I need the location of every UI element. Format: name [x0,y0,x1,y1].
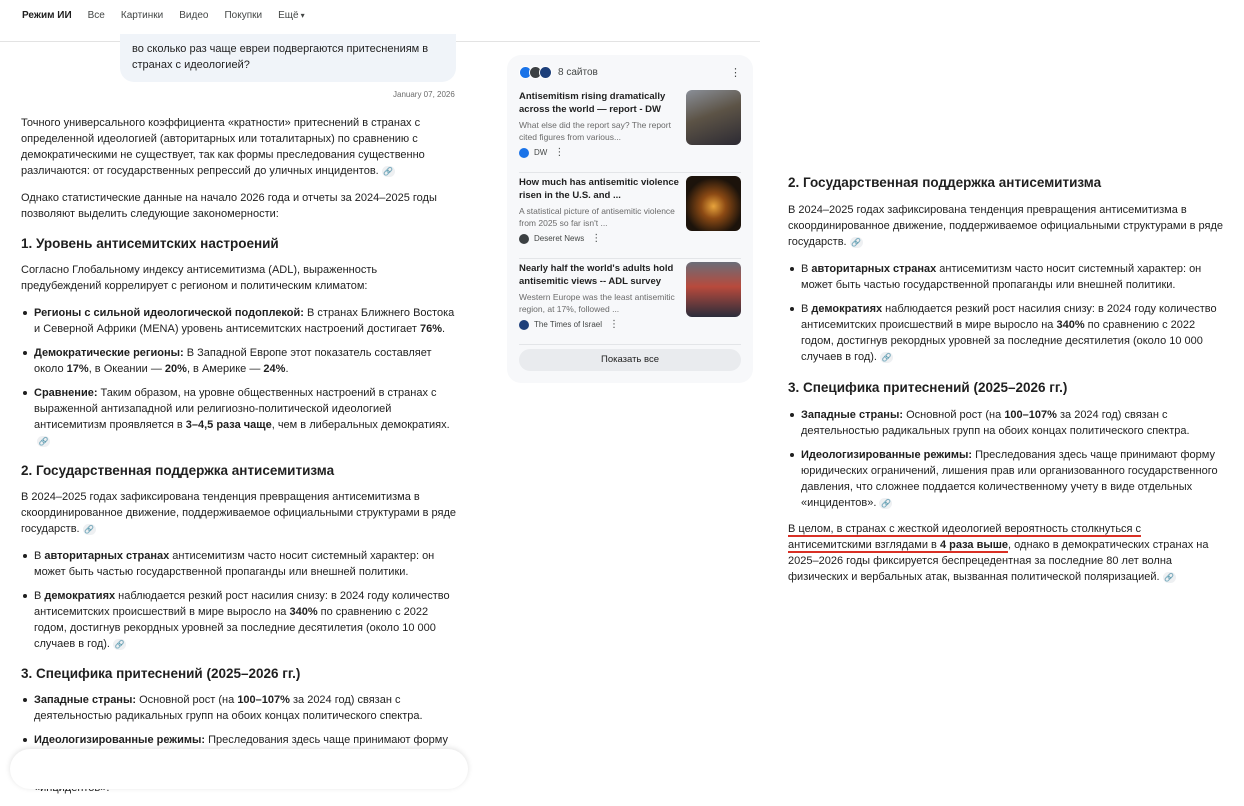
bold-text: 100–107% [1004,409,1057,421]
link-icon[interactable]: 🔗 [38,436,49,446]
query-date: January 07, 2026 [393,90,455,99]
ai-answer [21,115,459,806]
search-tabs [22,10,321,22]
section-heading: 2. Государственная поддержка антисемитизма [21,463,335,478]
source-snippet: A statistical picture of antisemitic violence from 2025 so far isn't ... [519,206,675,228]
source-meta [519,233,741,244]
bold-text: 20% [164,363,187,375]
tab-more-label: Ещё [278,10,299,21]
list-item [788,301,1224,365]
list-item [788,407,1224,439]
bold-text: 24% [263,363,286,375]
answer-text: В 2024–2025 годах зафиксирована тенденция превращения антисемитизма в скоординированное движение, поддерживаемое официальными структурами в ряде государств. [21,491,457,535]
answer-text: за 2024 год) связан с деятельностью радикальных групп на обоих концах политического спектра. [801,409,1190,437]
conclusion-paragraph [788,521,1224,585]
follow-up-input[interactable] [10,749,468,789]
more-vert-icon[interactable]: ⋮ [591,233,602,244]
answer-paragraph: Однако статистические данные на начало 2026 года и отчеты за 2024–2025 годы позволяют выделить следующие закономерности: [21,192,437,220]
sources-panel [507,55,753,383]
answer-text: наблюдается резкий рост насилия снизу: в 2024 году количество антисемитских происшествий в мире выросло на [34,590,450,618]
show-all-button[interactable]: Показать все [519,349,741,371]
section-heading: 3. Специфика притеснений (2025–2026 гг.) [21,666,301,681]
bold-text: Сравнение: [34,387,98,399]
answer-paragraph [788,202,1224,250]
bold-text: 3–4,5 раза чаще [185,419,272,431]
source-thumbnail [686,262,741,317]
tab-ai-mode[interactable]: Режим ИИ [22,10,72,21]
answer-text: , в Океании — [88,363,165,375]
link-icon[interactable]: 🔗 [84,524,95,534]
bold-text: Демократические регионы: [34,347,184,359]
bold-text: авторитарных странах [811,263,937,275]
chevron-down-icon: ▾ [300,11,305,20]
answer-text: , в Америке — [186,363,264,375]
deseret-favicon-icon [519,234,529,244]
source-site: The Times of Israel [534,320,603,329]
more-vert-icon[interactable]: ⋮ [609,319,620,330]
bold-text: Западные страны: [34,694,137,706]
bullet-list [788,407,1224,511]
bullet-list [21,305,459,449]
source-thumbnail [686,176,741,231]
more-vert-icon[interactable]: ⋮ [730,66,741,79]
answer-text: В 2024–2025 годах зафиксирована тенденция превращения антисемитизма в скоординированное движение, поддерживаемое официальными структурами в ряде государств. [788,204,1224,248]
answer-text: Основной рост (на [903,409,1005,421]
source-title[interactable]: How much has antisemitic violence risen in the U.S. and ... [519,177,679,201]
list-item: Демократические регионы: В Западной Европе этот показатель составляет около 17%, в Океании — 20%, в Америке — 24%. [21,345,459,377]
list-item: Регионы с сильной идеологической подоплекой: В странах Ближнего Востока и Северной Африки (MENA) уровень антисемитских настроений достигает 76%. [21,305,459,337]
answer-continuation [788,174,1224,596]
bold-text: Западные страны: [801,409,904,421]
bold-text: 4 раза выше [939,539,1009,551]
source-card[interactable] [519,173,741,259]
answer-text: В [801,263,812,275]
bullet-list [21,548,459,652]
answer-text: по сравнению с 2022 годом, достигнув рекордных уровней за последние десятилетия (около 10 000 случаев в год). [801,319,1203,363]
answer-text: антисемитизм часто носит системный характер: он может быть частью государственной пропаганды или внешней политики. [801,263,1202,291]
list-item [21,385,459,449]
section-heading: 3. Специфика притеснений (2025–2026 гг.) [788,380,1068,395]
source-title[interactable]: Nearly half the world's adults hold antisemitic views -- ADL survey [519,263,674,287]
dw-favicon-icon [519,148,529,158]
tab-video[interactable]: Видео [179,10,209,21]
times-of-israel-favicon-icon [519,320,529,330]
answer-paragraph [21,489,459,537]
answer-text: , чем в либеральных демократиях. [271,419,450,431]
answer-text: по сравнению с 2022 годом, достигнув рекордных уровней за последние десятилетия (около 10 000 случаев в год). [34,606,436,650]
link-icon[interactable]: 🔗 [383,166,394,176]
bold-text: демократиях [44,590,116,602]
answer-text: антисемитизм часто носит системный характер: он может быть частью государственной пропаганды или внешней политики. [34,550,435,578]
source-snippet: Western Europe was the least antisemitic region, at 17%, followed ... [519,292,675,314]
source-meta [519,319,741,330]
sources-header [519,65,741,79]
section-heading: 2. Государственная поддержка антисемитизма [788,175,1102,190]
link-icon[interactable]: 🔗 [881,352,892,362]
answer-text: В странах Ближнего Востока и Северной Африки (MENA) уровень антисемитских настроений достигает [34,307,455,335]
answer-text: Преследования здесь чаще принимают форму [208,734,448,746]
answer-text: Точного универсального коэффициента «кратности» притеснений в странах с определенной идеологией (авторитарных или тоталитарных) по сравнению с демократическими не существует, так как формы преследования существенно различаются: от государственных репрессий до уличных инцидентов. [21,117,425,177]
bold-text: 17% [66,363,89,375]
bold-text: 100–107% [237,694,290,706]
source-site: Deseret News [534,234,585,243]
link-icon[interactable]: 🔗 [851,237,862,247]
link-icon[interactable]: 🔗 [880,498,891,508]
bold-text: 340% [1056,319,1085,331]
answer-paragraph [21,115,459,179]
source-thumbnail [686,90,741,145]
user-query-bubble: во сколько раз чаще евреи подвергаются притеснениям в странах с идеологией? [120,34,456,82]
source-title[interactable]: Antisemitism rising dramatically across the world — report - DW [519,91,666,115]
list-item [21,548,459,580]
list-item [788,261,1224,293]
source-card[interactable] [519,87,741,173]
tab-shopping[interactable]: Покупки [224,10,263,21]
answer-text: В Западной Европе этот показатель составляет около [34,347,432,375]
source-card[interactable] [519,259,741,345]
answer-text: В [801,303,812,315]
source-snippet: What else did the report say? The report cited figures from various... [519,120,671,142]
bold-text: демократиях [811,303,883,315]
answer-text: , однако в демократических странах на 2025–2026 годы фиксируется беспрецедентная за последние 80 лет волна физических и вербальных атак, вызванная политической поляризацией. [788,539,1209,583]
list-item [21,692,459,724]
list-item [788,447,1224,511]
answer-text: В целом, в странах с жесткой идеологией вероятность столкнуться с антисемитскими взглядами в [788,523,1142,551]
tab-more[interactable] [278,10,304,22]
source-site: DW [534,148,548,157]
answer-text: за 2024 год) связан с деятельностью радикальных групп на обоих концах политического спектра. [34,694,423,722]
section-heading: 1. Уровень антисемитских настроений [21,236,279,251]
bold-text: Регионы с сильной идеологической подоплекой: [34,307,304,319]
bold-text: Идеологизированные режимы: [34,734,206,746]
sources-count: 8 сайтов [558,66,598,78]
bold-text: Идеологизированные режимы: [801,449,973,461]
bold-text: 76% [419,323,442,335]
answer-text: наблюдается резкий рост насилия снизу: в 2024 году количество антисемитских происшествий в мире выросло на [801,303,1217,331]
answer-paragraph: Согласно Глобальному индексу антисемитизма (ADL), выраженность предубеждений коррелирует с регионом и политическим климатом: [21,264,378,292]
bold-text: 340% [289,606,318,618]
source-meta [519,147,741,158]
answer-text: В [34,590,45,602]
times-of-israel-favicon-icon [539,66,552,79]
tab-all[interactable]: Все [87,10,105,21]
answer-text: Основной рост (на [136,694,238,706]
answer-text: Преследования здесь чаще принимают форму юридических ограничений, лишения прав или организованного государственного давления, что сложнее поддается количественному учету в виде отдельных «инцидентов». [801,449,1218,509]
tab-images[interactable]: Картинки [120,10,164,21]
link-icon[interactable]: 🔗 [1164,572,1175,582]
more-vert-icon[interactable]: ⋮ [554,147,565,158]
answer-text: Таким образом, на уровне общественных настроений в странах с выраженной антизападной или религиозно-политической идеологией антисемитизм проявляется в [34,387,437,431]
link-icon[interactable]: 🔗 [114,639,125,649]
list-item [21,588,459,652]
bold-text: авторитарных странах [44,550,170,562]
bullet-list [788,261,1224,365]
answer-text: В [34,550,45,562]
